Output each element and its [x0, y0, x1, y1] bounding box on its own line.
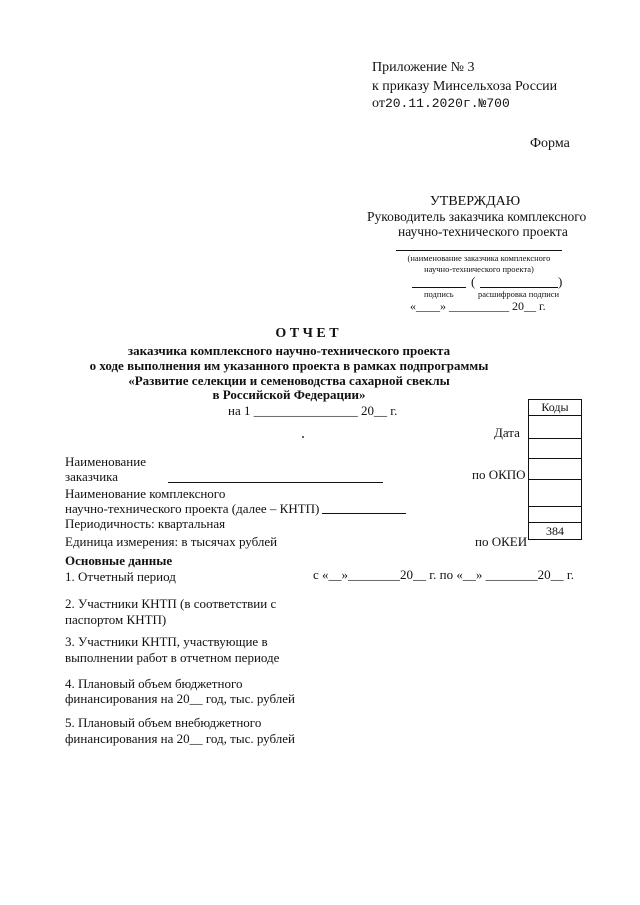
order-date-line	[372, 96, 510, 112]
codes-project-cell	[529, 480, 582, 507]
customer-label-2: заказчика	[65, 469, 119, 484]
item-offbudget-funding-1: 5. Плановый объем внебюджетного	[65, 715, 262, 730]
report-title: О Т Ч Е Т	[275, 326, 339, 341]
codes-table	[528, 399, 582, 540]
appendix-number: Приложение № 3	[372, 60, 475, 75]
project-field-line	[322, 513, 406, 514]
hint-decoding: расшифровка подписи	[478, 289, 560, 299]
codes-okpo-label: по ОКПО	[472, 467, 526, 482]
item-budget-funding-2: финансирования на 20__ год, тыс. рублей	[65, 691, 295, 706]
codes-date-label: Дата	[494, 425, 520, 440]
unit-of-measure: Единица измерения: в тысячах рублей	[65, 534, 278, 549]
project-label-2: научно-технического проекта (далее – КНТП)	[65, 501, 320, 516]
codes-okpo-cell	[529, 459, 582, 480]
form-label: Форма	[530, 136, 570, 151]
project-label-1: Наименование комплексного	[65, 486, 226, 501]
period-label: 1. Отчетный период	[65, 569, 176, 584]
main-heading: Основные данные	[65, 553, 173, 568]
customer-field-line	[168, 482, 383, 483]
periodicity: Периодичность: квартальная	[65, 516, 226, 531]
report-subtitle-1: заказчика комплексного научно-технического проекта	[127, 343, 451, 358]
codes-periodicity-cell	[529, 507, 582, 523]
hint-customer-name-2: научно-технического проекта)	[424, 264, 534, 274]
approval-title: УТВЕРЖДАЮ	[429, 194, 521, 209]
approval-role-line2: научно-технического проекта	[398, 224, 568, 239]
order-date-stamp: 20.11.2020г.№700	[384, 96, 510, 111]
approval-date: «____» __________ 20__ г.	[410, 299, 546, 313]
decoding-line	[480, 287, 558, 288]
item-participants-2: паспортом КНТП)	[65, 612, 167, 627]
codes-header: Коды	[529, 400, 582, 416]
order-date-prefix: от	[372, 96, 385, 111]
report-subtitle-4: в Российской Федерации»	[212, 387, 366, 402]
paren-close: )	[558, 274, 563, 289]
codes-date-cell	[529, 416, 582, 439]
report-subtitle-2: о ходе выполнения им указанного проекта в рамках подпрограммы	[89, 358, 489, 373]
approval-role-line1: Руководитель заказчика комплексного	[367, 209, 587, 224]
hint-signature: подпись	[424, 289, 454, 299]
item-offbudget-funding-2: финансирования на 20__ год, тыс. рублей	[65, 731, 295, 746]
scan-speck	[302, 436, 304, 438]
report-as-of-date: на 1 ________________ 20__ г.	[228, 403, 398, 418]
period-range: с «__»________20__ г. по «__» ________20__ г.	[313, 567, 574, 582]
customer-name-line	[396, 250, 562, 251]
report-subtitle-3: «Развитие селекции и семеноводства сахарной свеклы	[128, 373, 450, 388]
item-budget-funding-1: 4. Плановый объем бюджетного	[65, 676, 243, 691]
customer-label-1: Наименование	[65, 454, 146, 469]
item-active-participants-1: 3. Участники КНТП, участвующие в	[65, 634, 268, 649]
paren-open: (	[471, 274, 476, 289]
item-active-participants-2: выполнении работ в отчетном периоде	[65, 650, 280, 665]
codes-okei-label: по ОКЕИ	[475, 534, 528, 549]
item-participants-1: 2. Участники КНТП (в соответствии с	[65, 596, 277, 611]
codes-okei-cell: 384	[529, 523, 582, 540]
codes-blank-cell	[529, 439, 582, 459]
hint-customer-name-1: (наименование заказчика комплексного	[407, 253, 551, 263]
signature-line	[412, 287, 466, 288]
order-reference: к приказу Минсельхоза России	[372, 79, 558, 94]
